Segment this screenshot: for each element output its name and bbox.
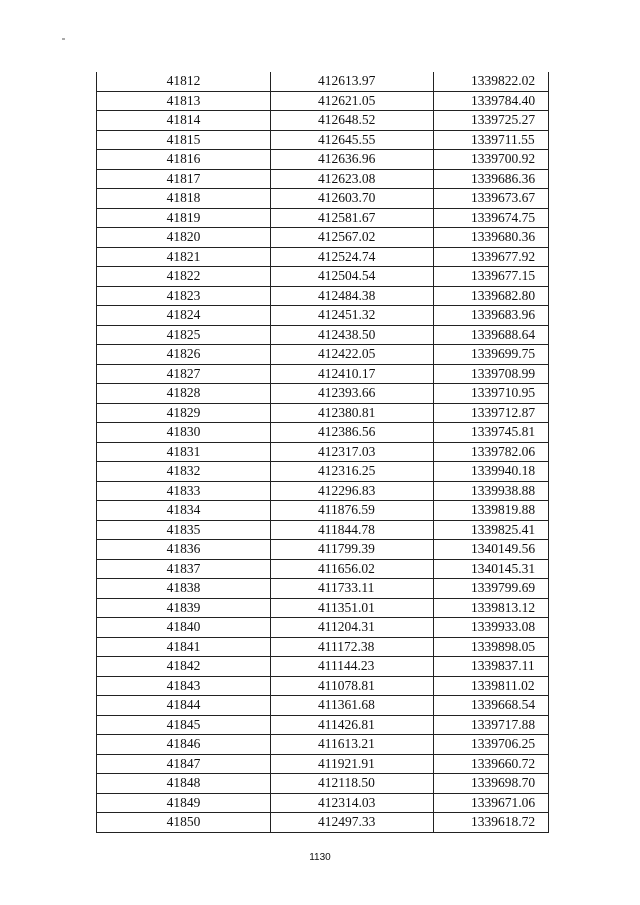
table-row — [97, 754, 549, 774]
y-coordinate-cell: 1339898.05 — [434, 637, 549, 657]
table-row — [97, 579, 549, 599]
x-coordinate-cell: 412316.25 — [271, 462, 434, 482]
point-id-cell: 41836 — [97, 540, 271, 560]
y-coordinate-cell: 1339782.06 — [434, 442, 549, 462]
y-coordinate-cell: 1339938.88 — [434, 481, 549, 501]
scan-speck — [62, 38, 65, 40]
y-coordinate-cell: 1339710.95 — [434, 384, 549, 404]
table-row — [97, 774, 549, 794]
point-id-cell: 41819 — [97, 208, 271, 228]
x-coordinate-cell: 411799.39 — [271, 540, 434, 560]
y-coordinate-cell: 1339618.72 — [434, 813, 549, 833]
point-id-cell: 41844 — [97, 696, 271, 716]
point-id-cell: 41822 — [97, 267, 271, 287]
y-coordinate-cell: 1339725.27 — [434, 111, 549, 131]
point-id-cell: 41824 — [97, 306, 271, 326]
y-coordinate-cell: 1339706.25 — [434, 735, 549, 755]
x-coordinate-cell: 412296.83 — [271, 481, 434, 501]
point-id-cell: 41850 — [97, 813, 271, 833]
y-coordinate-cell: 1340145.31 — [434, 559, 549, 579]
x-coordinate-cell: 411361.68 — [271, 696, 434, 716]
x-coordinate-cell: 412636.96 — [271, 150, 434, 170]
x-coordinate-cell: 412422.05 — [271, 345, 434, 365]
point-id-cell: 41813 — [97, 91, 271, 111]
y-coordinate-cell: 1339700.92 — [434, 150, 549, 170]
x-coordinate-cell: 412613.97 — [271, 72, 434, 91]
y-coordinate-cell: 1339940.18 — [434, 462, 549, 482]
x-coordinate-cell: 412484.38 — [271, 286, 434, 306]
table-row — [97, 423, 549, 443]
table-row — [97, 130, 549, 150]
table-row — [97, 228, 549, 248]
x-coordinate-cell: 412504.54 — [271, 267, 434, 287]
table-row — [97, 813, 549, 833]
y-coordinate-cell: 1339708.99 — [434, 364, 549, 384]
y-coordinate-cell: 1339813.12 — [434, 598, 549, 618]
x-coordinate-cell: 412497.33 — [271, 813, 434, 833]
y-coordinate-cell: 1339671.06 — [434, 793, 549, 813]
x-coordinate-cell: 412645.55 — [271, 130, 434, 150]
x-coordinate-cell: 411426.81 — [271, 715, 434, 735]
y-coordinate-cell: 1339811.02 — [434, 676, 549, 696]
y-coordinate-cell: 1339819.88 — [434, 501, 549, 521]
table-row — [97, 169, 549, 189]
table-row — [97, 520, 549, 540]
table-row — [97, 189, 549, 209]
point-id-cell: 41814 — [97, 111, 271, 131]
y-coordinate-cell: 1339837.11 — [434, 657, 549, 677]
table-row — [97, 696, 549, 716]
coordinate-table — [96, 72, 549, 833]
table-row — [97, 384, 549, 404]
point-id-cell: 41840 — [97, 618, 271, 638]
point-id-cell: 41842 — [97, 657, 271, 677]
x-coordinate-cell: 412567.02 — [271, 228, 434, 248]
y-coordinate-cell: 1339668.54 — [434, 696, 549, 716]
table-row — [97, 345, 549, 365]
point-id-cell: 41837 — [97, 559, 271, 579]
x-coordinate-cell: 412581.67 — [271, 208, 434, 228]
x-coordinate-cell: 411613.21 — [271, 735, 434, 755]
x-coordinate-cell: 412623.08 — [271, 169, 434, 189]
x-coordinate-cell: 411656.02 — [271, 559, 434, 579]
y-coordinate-cell: 1339686.36 — [434, 169, 549, 189]
y-coordinate-cell: 1339799.69 — [434, 579, 549, 599]
point-id-cell: 41818 — [97, 189, 271, 209]
x-coordinate-cell: 412317.03 — [271, 442, 434, 462]
x-coordinate-cell: 412393.66 — [271, 384, 434, 404]
point-id-cell: 41830 — [97, 423, 271, 443]
table-row — [97, 501, 549, 521]
x-coordinate-cell: 411733.11 — [271, 579, 434, 599]
x-coordinate-cell: 412648.52 — [271, 111, 434, 131]
x-coordinate-cell: 412621.05 — [271, 91, 434, 111]
y-coordinate-cell: 1339680.36 — [434, 228, 549, 248]
y-coordinate-cell: 1339711.55 — [434, 130, 549, 150]
table-row — [97, 325, 549, 345]
table-row — [97, 481, 549, 501]
point-id-cell: 41845 — [97, 715, 271, 735]
point-id-cell: 41833 — [97, 481, 271, 501]
point-id-cell: 41829 — [97, 403, 271, 423]
point-id-cell: 41846 — [97, 735, 271, 755]
table-row — [97, 618, 549, 638]
y-coordinate-cell: 1339699.75 — [434, 345, 549, 365]
point-id-cell: 41816 — [97, 150, 271, 170]
x-coordinate-cell: 411078.81 — [271, 676, 434, 696]
table-row — [97, 715, 549, 735]
table-row — [97, 208, 549, 228]
y-coordinate-cell: 1339712.87 — [434, 403, 549, 423]
y-coordinate-cell: 1339933.08 — [434, 618, 549, 638]
x-coordinate-cell: 412314.03 — [271, 793, 434, 813]
table-row — [97, 598, 549, 618]
point-id-cell: 41821 — [97, 247, 271, 267]
x-coordinate-cell: 411844.78 — [271, 520, 434, 540]
x-coordinate-cell: 412380.81 — [271, 403, 434, 423]
point-id-cell: 41831 — [97, 442, 271, 462]
point-id-cell: 41826 — [97, 345, 271, 365]
point-id-cell: 41841 — [97, 637, 271, 657]
table-row — [97, 72, 549, 91]
point-id-cell: 41839 — [97, 598, 271, 618]
point-id-cell: 41823 — [97, 286, 271, 306]
point-id-cell: 41827 — [97, 364, 271, 384]
point-id-cell: 41828 — [97, 384, 271, 404]
x-coordinate-cell: 412118.50 — [271, 774, 434, 794]
table-row — [97, 540, 549, 560]
x-coordinate-cell: 411876.59 — [271, 501, 434, 521]
point-id-cell: 41838 — [97, 579, 271, 599]
point-id-cell: 41817 — [97, 169, 271, 189]
table-row — [97, 91, 549, 111]
y-coordinate-cell: 1339660.72 — [434, 754, 549, 774]
table-row — [97, 735, 549, 755]
y-coordinate-cell: 1339717.88 — [434, 715, 549, 735]
table-row — [97, 286, 549, 306]
x-coordinate-cell: 412410.17 — [271, 364, 434, 384]
table-row — [97, 462, 549, 482]
x-coordinate-cell: 411351.01 — [271, 598, 434, 618]
table-row — [97, 442, 549, 462]
table-row — [97, 637, 549, 657]
y-coordinate-cell: 1339822.02 — [434, 72, 549, 91]
y-coordinate-cell: 1339677.92 — [434, 247, 549, 267]
x-coordinate-cell: 412524.74 — [271, 247, 434, 267]
table-row — [97, 111, 549, 131]
point-id-cell: 41848 — [97, 774, 271, 794]
y-coordinate-cell: 1339683.96 — [434, 306, 549, 326]
y-coordinate-cell: 1339745.81 — [434, 423, 549, 443]
point-id-cell: 41815 — [97, 130, 271, 150]
point-id-cell: 41835 — [97, 520, 271, 540]
x-coordinate-cell: 411204.31 — [271, 618, 434, 638]
table-row — [97, 267, 549, 287]
point-id-cell: 41847 — [97, 754, 271, 774]
table-row — [97, 793, 549, 813]
point-id-cell: 41812 — [97, 72, 271, 91]
point-id-cell: 41843 — [97, 676, 271, 696]
coordinate-table-body — [97, 72, 549, 832]
y-coordinate-cell: 1339784.40 — [434, 91, 549, 111]
point-id-cell: 41820 — [97, 228, 271, 248]
y-coordinate-cell: 1339825.41 — [434, 520, 549, 540]
y-coordinate-cell: 1339688.64 — [434, 325, 549, 345]
x-coordinate-cell: 412386.56 — [271, 423, 434, 443]
point-id-cell: 41834 — [97, 501, 271, 521]
table-row — [97, 403, 549, 423]
x-coordinate-cell: 411172.38 — [271, 637, 434, 657]
y-coordinate-cell: 1339698.70 — [434, 774, 549, 794]
point-id-cell: 41832 — [97, 462, 271, 482]
table-row — [97, 247, 549, 267]
table-row — [97, 559, 549, 579]
table-row — [97, 676, 549, 696]
x-coordinate-cell: 412438.50 — [271, 325, 434, 345]
table-row — [97, 150, 549, 170]
table-row — [97, 364, 549, 384]
y-coordinate-cell: 1340149.56 — [434, 540, 549, 560]
x-coordinate-cell: 411144.23 — [271, 657, 434, 677]
y-coordinate-cell: 1339673.67 — [434, 189, 549, 209]
table-row — [97, 306, 549, 326]
x-coordinate-cell: 412451.32 — [271, 306, 434, 326]
table-row — [97, 657, 549, 677]
y-coordinate-cell: 1339674.75 — [434, 208, 549, 228]
point-id-cell: 41849 — [97, 793, 271, 813]
page-number: 1130 — [309, 852, 331, 863]
x-coordinate-cell: 412603.70 — [271, 189, 434, 209]
y-coordinate-cell: 1339677.15 — [434, 267, 549, 287]
point-id-cell: 41825 — [97, 325, 271, 345]
y-coordinate-cell: 1339682.80 — [434, 286, 549, 306]
x-coordinate-cell: 411921.91 — [271, 754, 434, 774]
